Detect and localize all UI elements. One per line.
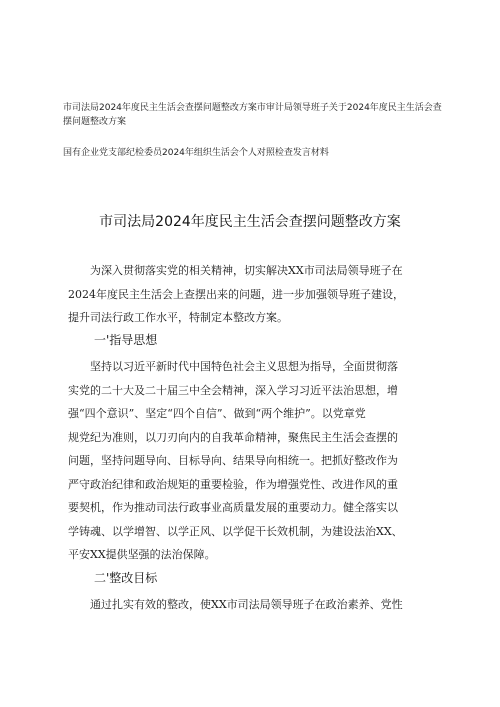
section2-paragraph (90, 593, 460, 617)
section1-line: 严守政治纪律和政治规矩的重要检验，作为增强党性、改进作风的重 (68, 477, 398, 491)
section1-line: 问题，坚持问题导向、目标导向、结果导向相统一。把抓好整改作为 (68, 454, 398, 467)
section1-line: 学铸魂、以学增智、以学正风、以学促干长效机制，为建设法治XX、 (68, 524, 403, 538)
section1-paragraph (68, 355, 460, 567)
section1-line: 强“四个意识”、坚定“四个自信”、做到“两个维护”。以党章党 (68, 407, 366, 420)
intro-line: 为深入贯彻落实党的相关精神，切实解决XX市司法局领导班子在 (90, 264, 403, 277)
document-title: 市司法局2024年度民主生活会查摆问题整改方案 (99, 214, 401, 230)
section2-line: 通过扎实有效的整改，使XX市司法局领导班子在政治素养、党性 (90, 598, 403, 611)
section1-line: 要契机，作为推动司法行政事业高质量发展的重要动力。健全落实以 (68, 501, 398, 514)
section1-line: 平安XX提供坚强的法治保障。 (68, 548, 216, 561)
section-heading-guiding-thought: 一'指导思想 (94, 333, 158, 347)
related-link-2[interactable]: 国有企业党支部纪检委员2024年组织生活会个人对照检查发言材料 (63, 148, 329, 158)
intro-line: 提升司法行政工作水平，特制定本整改方案。 (68, 311, 288, 324)
related-link-1[interactable]: 市司法局2024年度民主生活会查摆问题整改方案市审计局领导班子关于2024年度民主生活会查摆问题整改方案 (63, 103, 442, 127)
section-heading-goals: 二'整改目标 (94, 571, 158, 585)
section1-line: 坚持以习近平新时代中国特色社会主义思想为指导，全面贯彻落 (90, 360, 398, 373)
intro-paragraph (68, 259, 460, 330)
section1-line: 规党纪为准则，以刀刃向内的自我革命精神，聚焦民主生活会查摆的 (68, 430, 398, 444)
section1-line: 实党的二十大及二十届三中全会精神，深入学习习近平法治思想，增 (68, 383, 398, 397)
intro-line: 2024年度民主生活会上查摆出来的问题，进一步加强领导班子建设， (68, 287, 404, 301)
